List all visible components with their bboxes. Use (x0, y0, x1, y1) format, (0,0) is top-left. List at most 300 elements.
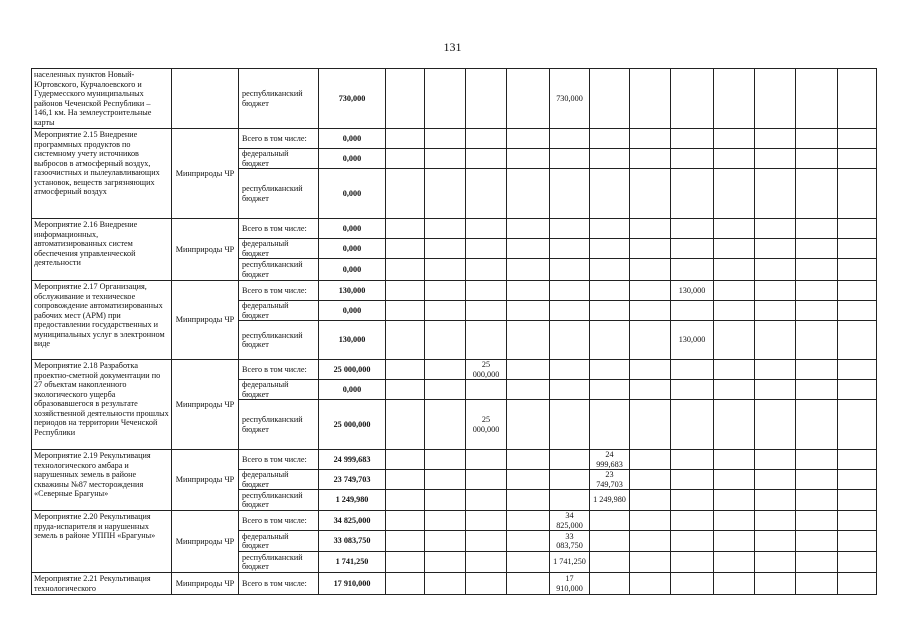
value-cell (466, 321, 507, 360)
value-cell: 24 999,683 (590, 450, 630, 470)
value-cell: 130,000 (671, 321, 714, 360)
value-cell (671, 531, 714, 552)
value-cell (796, 470, 838, 490)
value-cell (386, 69, 425, 129)
funding-source-cell: республиканский бюджет (239, 490, 319, 511)
value-cell (507, 259, 550, 281)
total-cell: 130,000 (319, 321, 386, 360)
funding-source-cell: республиканский бюджет (239, 69, 319, 129)
value-cell (630, 301, 671, 321)
value-cell (796, 490, 838, 511)
value-cell (714, 552, 755, 573)
value-cell (466, 301, 507, 321)
value-cell (671, 573, 714, 595)
value-cell (838, 511, 877, 531)
value-cell (755, 380, 796, 400)
table-row (32, 69, 877, 129)
value-cell (671, 490, 714, 511)
activity-name-cell: Мероприятие 2.19 Рекультивация технологического амбара и нарушенных земель в районе скважины №87 месторождения «Северные Брагуны» (32, 450, 172, 511)
value-cell (425, 69, 466, 129)
value-cell (755, 552, 796, 573)
value-cell (796, 301, 838, 321)
value-cell (425, 169, 466, 219)
value-cell (838, 450, 877, 470)
value-cell: 33 083,750 (550, 531, 590, 552)
activity-name-cell: населенных пунктов Новый-Юртовского, Курчалоевского и Гудермесского муниципальных районов Чеченской Республики – 146,1 км. На землеустроительные карты (32, 69, 172, 129)
value-cell (714, 149, 755, 169)
total-cell: 0,000 (319, 259, 386, 281)
value-cell (507, 450, 550, 470)
responsible-cell: Минприроды ЧР (172, 511, 239, 573)
value-cell: 730,000 (550, 69, 590, 129)
total-cell: 0,000 (319, 129, 386, 149)
value-cell (550, 490, 590, 511)
value-cell (507, 169, 550, 219)
activity-name-cell: Мероприятие 2.20 Рекультивация пруда-испарителя и нарушенных земель в районе УППН «Брагуны» (32, 511, 172, 573)
value-cell (425, 400, 466, 450)
value-cell (386, 573, 425, 595)
value-cell (466, 129, 507, 149)
value-cell (466, 69, 507, 129)
total-cell: 17 910,000 (319, 573, 386, 595)
value-cell (630, 69, 671, 129)
value-cell (630, 169, 671, 219)
value-cell (714, 490, 755, 511)
value-cell (714, 259, 755, 281)
funding-source-cell: Всего в том числе: (239, 511, 319, 531)
responsible-cell: Минприроды ЧР (172, 450, 239, 511)
table-row (32, 511, 877, 531)
value-cell (755, 511, 796, 531)
value-cell (671, 450, 714, 470)
value-cell (671, 470, 714, 490)
value-cell (838, 239, 877, 259)
value-cell (386, 552, 425, 573)
value-cell (838, 400, 877, 450)
value-cell (507, 400, 550, 450)
value-cell (630, 380, 671, 400)
activity-name-cell: Мероприятие 2.16 Внедрение информационных, автоматизированных систем обеспечения управленческой деятельности (32, 219, 172, 281)
value-cell (630, 470, 671, 490)
value-cell (507, 321, 550, 360)
value-cell: 25 000,000 (466, 360, 507, 380)
value-cell (590, 149, 630, 169)
value-cell (386, 149, 425, 169)
value-cell (630, 400, 671, 450)
page-number: 131 (443, 40, 462, 54)
value-cell (796, 573, 838, 595)
value-cell (714, 281, 755, 301)
value-cell (671, 169, 714, 219)
value-cell (550, 450, 590, 470)
value-cell (550, 129, 590, 149)
funding-source-cell: федеральный бюджет (239, 301, 319, 321)
value-cell (630, 239, 671, 259)
value-cell (425, 470, 466, 490)
value-cell: 17 910,000 (550, 573, 590, 595)
total-cell: 0,000 (319, 169, 386, 219)
value-cell (425, 281, 466, 301)
value-cell (838, 69, 877, 129)
value-cell (671, 511, 714, 531)
value-cell (386, 219, 425, 239)
value-cell (466, 573, 507, 595)
value-cell (550, 259, 590, 281)
value-cell (714, 301, 755, 321)
value-cell (507, 380, 550, 400)
value-cell (796, 531, 838, 552)
value-cell (386, 301, 425, 321)
value-cell (796, 169, 838, 219)
value-cell (386, 360, 425, 380)
value-cell (838, 360, 877, 380)
value-cell (671, 219, 714, 239)
value-cell (425, 321, 466, 360)
value-cell (386, 531, 425, 552)
value-cell (466, 239, 507, 259)
value-cell (425, 239, 466, 259)
value-cell (838, 490, 877, 511)
value-cell (714, 531, 755, 552)
value-cell (466, 552, 507, 573)
value-cell (425, 360, 466, 380)
value-cell (590, 129, 630, 149)
value-cell (466, 281, 507, 301)
value-cell (386, 470, 425, 490)
value-cell (630, 490, 671, 511)
value-cell (425, 511, 466, 531)
value-cell (425, 259, 466, 281)
value-cell (466, 219, 507, 239)
value-cell (838, 380, 877, 400)
value-cell (466, 531, 507, 552)
value-cell (590, 169, 630, 219)
value-cell: 23 749,703 (590, 470, 630, 490)
value-cell (507, 470, 550, 490)
value-cell (507, 573, 550, 595)
value-cell (425, 129, 466, 149)
value-cell (466, 380, 507, 400)
value-cell (714, 400, 755, 450)
value-cell (630, 149, 671, 169)
value-cell (755, 531, 796, 552)
total-cell: 0,000 (319, 380, 386, 400)
funding-source-cell: Всего в том числе: (239, 450, 319, 470)
total-cell: 33 083,750 (319, 531, 386, 552)
value-cell (755, 149, 796, 169)
value-cell (796, 552, 838, 573)
table-row (32, 360, 877, 380)
total-cell: 730,000 (319, 69, 386, 129)
value-cell (507, 239, 550, 259)
value-cell (755, 69, 796, 129)
table-row (32, 450, 877, 470)
value-cell (550, 380, 590, 400)
value-cell (796, 69, 838, 129)
value-cell (796, 129, 838, 149)
value-cell (507, 490, 550, 511)
value-cell (507, 129, 550, 149)
value-cell (425, 531, 466, 552)
value-cell (590, 531, 630, 552)
responsible-cell: Минприроды ЧР (172, 281, 239, 360)
responsible-cell: Минприроды ЧР (172, 573, 239, 595)
value-cell (425, 490, 466, 511)
value-cell (630, 573, 671, 595)
value-cell (550, 400, 590, 450)
value-cell (386, 169, 425, 219)
value-cell (386, 321, 425, 360)
value-cell (714, 219, 755, 239)
value-cell (755, 490, 796, 511)
value-cell (425, 573, 466, 595)
value-cell (755, 400, 796, 450)
value-cell (796, 400, 838, 450)
value-cell (714, 380, 755, 400)
value-cell (386, 129, 425, 149)
value-cell (590, 301, 630, 321)
value-cell: 34 825,000 (550, 511, 590, 531)
value-cell (630, 531, 671, 552)
value-cell (671, 259, 714, 281)
value-cell (590, 259, 630, 281)
value-cell (838, 321, 877, 360)
value-cell (507, 360, 550, 380)
table-row (32, 219, 877, 239)
value-cell (386, 490, 425, 511)
value-cell (755, 450, 796, 470)
responsible-cell: Минприроды ЧР (172, 129, 239, 219)
funding-source-cell: федеральный бюджет (239, 531, 319, 552)
funding-source-cell: республиканский бюджет (239, 321, 319, 360)
value-cell (630, 360, 671, 380)
value-cell (714, 360, 755, 380)
total-cell: 25 000,000 (319, 400, 386, 450)
activity-name-cell: Мероприятие 2.17 Организация, обслуживание и техническое сопровождение автоматизированных рабочих мест (АРМ) при предоставлении государственных и муниципальных услуг в электронном виде (32, 281, 172, 360)
total-cell: 24 999,683 (319, 450, 386, 470)
activity-name-cell: Мероприятие 2.18 Разработка проектно-сметной документации по 27 объектам накопленного экологического ущерба образовавшегося в результате хозяйственной деятельности прошлых периодов на территории Чеченской Республики (32, 360, 172, 450)
funding-source-cell: Всего в том числе: (239, 573, 319, 595)
value-cell (671, 239, 714, 259)
funding-source-cell: федеральный бюджет (239, 239, 319, 259)
value-cell (796, 239, 838, 259)
value-cell (630, 219, 671, 239)
value-cell (755, 301, 796, 321)
table-row (32, 129, 877, 149)
value-cell (507, 511, 550, 531)
value-cell (590, 239, 630, 259)
value-cell (425, 552, 466, 573)
value-cell (630, 511, 671, 531)
value-cell (714, 321, 755, 360)
value-cell (550, 321, 590, 360)
funding-source-cell: федеральный бюджет (239, 380, 319, 400)
funding-source-cell: республиканский бюджет (239, 400, 319, 450)
value-cell (714, 129, 755, 149)
budget-table (31, 68, 877, 595)
value-cell (630, 321, 671, 360)
value-cell (838, 219, 877, 239)
total-cell: 1 249,980 (319, 490, 386, 511)
value-cell (425, 149, 466, 169)
value-cell (838, 552, 877, 573)
value-cell (755, 169, 796, 219)
value-cell (714, 450, 755, 470)
value-cell (507, 219, 550, 239)
value-cell (466, 169, 507, 219)
value-cell (838, 470, 877, 490)
responsible-cell: Минприроды ЧР (172, 219, 239, 281)
value-cell (755, 219, 796, 239)
funding-source-cell: федеральный бюджет (239, 149, 319, 169)
value-cell (838, 259, 877, 281)
value-cell (671, 69, 714, 129)
value-cell (671, 129, 714, 149)
value-cell (507, 531, 550, 552)
value-cell (838, 129, 877, 149)
value-cell (386, 400, 425, 450)
value-cell (590, 400, 630, 450)
value-cell (714, 511, 755, 531)
value-cell (550, 301, 590, 321)
value-cell (755, 239, 796, 259)
total-cell: 23 749,703 (319, 470, 386, 490)
value-cell (755, 321, 796, 360)
value-cell (466, 450, 507, 470)
value-cell (386, 281, 425, 301)
value-cell (590, 281, 630, 301)
total-cell: 0,000 (319, 219, 386, 239)
value-cell (755, 129, 796, 149)
value-cell (466, 490, 507, 511)
total-cell: 0,000 (319, 301, 386, 321)
value-cell (714, 69, 755, 129)
value-cell (755, 281, 796, 301)
value-cell (425, 219, 466, 239)
funding-source-cell: Всего в том числе: (239, 360, 319, 380)
value-cell: 25 000,000 (466, 400, 507, 450)
value-cell (590, 219, 630, 239)
value-cell (425, 380, 466, 400)
total-cell: 0,000 (319, 149, 386, 169)
value-cell (425, 301, 466, 321)
value-cell (714, 169, 755, 219)
value-cell (838, 281, 877, 301)
value-cell (590, 321, 630, 360)
value-cell (838, 573, 877, 595)
value-cell (550, 169, 590, 219)
value-cell (630, 129, 671, 149)
value-cell (714, 239, 755, 259)
value-cell (630, 281, 671, 301)
value-cell (590, 69, 630, 129)
value-cell (671, 149, 714, 169)
value-cell (796, 149, 838, 169)
value-cell (671, 301, 714, 321)
value-cell (671, 360, 714, 380)
value-cell (838, 149, 877, 169)
value-cell (507, 149, 550, 169)
value-cell (466, 149, 507, 169)
value-cell (671, 380, 714, 400)
value-cell (590, 573, 630, 595)
value-cell (755, 470, 796, 490)
value-cell (714, 470, 755, 490)
value-cell (796, 219, 838, 239)
value-cell (550, 149, 590, 169)
value-cell (796, 281, 838, 301)
funding-source-cell: республиканский бюджет (239, 169, 319, 219)
value-cell (386, 450, 425, 470)
total-cell: 1 741,250 (319, 552, 386, 573)
value-cell (796, 259, 838, 281)
funding-source-cell: Всего в том числе: (239, 129, 319, 149)
value-cell (796, 450, 838, 470)
value-cell (466, 470, 507, 490)
value-cell (386, 259, 425, 281)
value-cell (507, 552, 550, 573)
value-cell (630, 450, 671, 470)
value-cell: 1 741,250 (550, 552, 590, 573)
value-cell: 1 249,980 (590, 490, 630, 511)
total-cell: 130,000 (319, 281, 386, 301)
value-cell (550, 470, 590, 490)
value-cell (671, 552, 714, 573)
value-cell (714, 573, 755, 595)
table-row (32, 573, 877, 595)
responsible-cell: Минприроды ЧР (172, 360, 239, 450)
value-cell (550, 239, 590, 259)
total-cell: 34 825,000 (319, 511, 386, 531)
total-cell: 25 000,000 (319, 360, 386, 380)
value-cell (838, 169, 877, 219)
value-cell (630, 552, 671, 573)
value-cell (796, 360, 838, 380)
total-cell: 0,000 (319, 239, 386, 259)
value-cell (550, 281, 590, 301)
value-cell: 130,000 (671, 281, 714, 301)
value-cell (630, 259, 671, 281)
value-cell (425, 450, 466, 470)
value-cell (838, 531, 877, 552)
value-cell (507, 69, 550, 129)
value-cell (796, 511, 838, 531)
activity-name-cell: Мероприятие 2.21 Рекультивация технологического (32, 573, 172, 595)
responsible-cell (172, 69, 239, 129)
value-cell (386, 511, 425, 531)
activity-name-cell: Мероприятие 2.15 Внедрение программных продуктов по системному учету источников выбросов в атмосферный воздух, газоочистных и пылеулавливающих установок, веществ загрязняющих атмосферный воздух (32, 129, 172, 219)
funding-source-cell: республиканский бюджет (239, 552, 319, 573)
value-cell (671, 400, 714, 450)
value-cell (550, 219, 590, 239)
value-cell (755, 573, 796, 595)
value-cell (755, 360, 796, 380)
value-cell (466, 259, 507, 281)
value-cell (796, 380, 838, 400)
value-cell (590, 552, 630, 573)
funding-source-cell: федеральный бюджет (239, 470, 319, 490)
funding-source-cell: Всего в том числе: (239, 219, 319, 239)
value-cell (796, 321, 838, 360)
value-cell (590, 511, 630, 531)
value-cell (386, 380, 425, 400)
table-row (32, 281, 877, 301)
funding-source-cell: республиканский бюджет (239, 259, 319, 281)
value-cell (507, 281, 550, 301)
value-cell (550, 360, 590, 380)
value-cell (466, 511, 507, 531)
value-cell (590, 360, 630, 380)
